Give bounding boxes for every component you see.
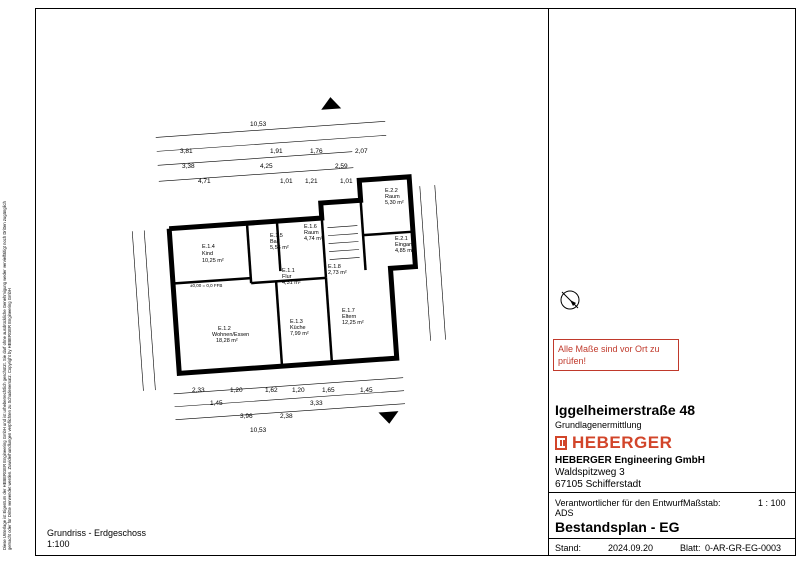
svg-text:7,99 m²: 7,99 m² <box>290 331 309 337</box>
svg-text:E.2.1: E.2.1 <box>395 236 408 242</box>
company-logo: HEBERGER <box>555 433 672 453</box>
responsible-label: Verantwortlicher für den Entwurf: <box>555 498 686 508</box>
svg-text:2,59: 2,59 <box>335 163 348 170</box>
svg-text:2,38: 2,38 <box>280 413 293 420</box>
svg-text:E.2.2: E.2.2 <box>385 188 398 194</box>
svg-text:3,38: 3,38 <box>182 163 195 170</box>
svg-text:1,76: 1,76 <box>310 148 323 155</box>
svg-text:10,53: 10,53 <box>250 121 267 128</box>
svg-text:4,74 m²: 4,74 m² <box>304 236 323 242</box>
svg-text:2,33: 2,33 <box>192 387 205 394</box>
svg-text:2,07: 2,07 <box>355 148 368 155</box>
svg-text:Raum: Raum <box>385 194 400 200</box>
project-address: Iggelheimerstraße 48 <box>555 402 696 418</box>
svg-text:18,28 m²: 18,28 m² <box>216 338 238 344</box>
svg-text:E.1.5: E.1.5 <box>270 233 283 239</box>
svg-text:E.1.1: E.1.1 <box>282 268 295 274</box>
svg-text:E.1.7: E.1.7 <box>342 308 355 314</box>
svg-text:3,33: 3,33 <box>310 400 323 407</box>
scale-value: 1 : 100 <box>758 498 786 508</box>
svg-text:Wohnen/Essen: Wohnen/Essen <box>212 332 250 338</box>
svg-text:1,01: 1,01 <box>280 178 293 185</box>
note-text: Alle Maße sind vor Ort zu prüfen! <box>558 344 660 366</box>
drawing-name: Grundriss - Erdgeschoss <box>47 528 147 538</box>
svg-text:E.1.3: E.1.3 <box>290 319 303 325</box>
title-block-separator <box>548 492 796 493</box>
svg-text:1,20: 1,20 <box>230 387 243 394</box>
svg-text:Eingang: Eingang <box>395 242 416 248</box>
svg-text:E.1.8: E.1.8 <box>328 264 341 270</box>
svg-text:4,85 m²: 4,85 m² <box>395 248 414 254</box>
svg-text:1,45: 1,45 <box>360 387 373 394</box>
date-value: 2024.09.20 <box>608 543 654 553</box>
floor-plan <box>110 80 480 450</box>
svg-text:1,21: 1,21 <box>305 178 318 185</box>
svg-text:5,30 m²: 5,30 m² <box>385 200 404 206</box>
svg-text:Flur: Flur <box>282 274 292 280</box>
scale-label: Maßstab: <box>683 498 721 508</box>
svg-text:Bad: Bad <box>270 239 280 245</box>
svg-text:Eltern: Eltern <box>342 314 357 320</box>
svg-text:E.1.6: E.1.6 <box>304 224 317 230</box>
svg-text:1,62: 1,62 <box>265 387 278 394</box>
sheet-number: 0-AR-GR-EG-0003 <box>705 543 782 553</box>
svg-text:E.1.2: E.1.2 <box>218 326 231 332</box>
svg-text:1,20: 1,20 <box>292 387 305 394</box>
responsible-value: ADS <box>555 508 574 518</box>
svg-text:3,96: 3,96 <box>240 413 253 420</box>
svg-text:1,91: 1,91 <box>270 148 283 155</box>
svg-text:10,53: 10,53 <box>250 427 267 434</box>
sheet-label: Blatt: <box>680 543 701 553</box>
company-name: HEBERGER Engineering GmbH <box>555 455 706 466</box>
company-street: Waldspitzweg 3 <box>555 467 625 478</box>
svg-text:1,45: 1,45 <box>210 400 223 407</box>
plan-title: Bestandsplan - EG <box>555 519 680 535</box>
svg-text:Küche: Küche <box>290 325 306 331</box>
svg-text:12,25 m²: 12,25 m² <box>342 320 364 326</box>
drawing-scale: 1:100 <box>47 539 70 549</box>
title-block-divider <box>548 8 549 556</box>
project-phase: Grundlagenermittlung <box>555 420 642 430</box>
svg-text:Kind: Kind <box>202 251 214 257</box>
svg-text:4,31 m²: 4,31 m² <box>282 280 301 286</box>
date-label: Stand: <box>555 543 582 553</box>
svg-text:3,81: 3,81 <box>180 148 193 155</box>
room-label-kind: E.1.4 <box>202 244 215 250</box>
logo-mark-icon <box>555 436 567 450</box>
svg-text:1,01: 1,01 <box>340 178 353 185</box>
disclaimer-text: Diese Unterlage ist Eigentum der HEBERGER Engineering GmbH und ist urheberrechtlich geschützt. Sie darf ohne ausdrückliche Genehmigung weder vervielfältigt noch Dritten zugänglich gemacht oder für Dritte verwendet werden. Zuwiderhandlungen verpflichten zu Schadenersatz. Copyright by HEBERGER Engineering GmbH <box>2 201 12 550</box>
measurement-warning-note <box>553 339 679 371</box>
svg-text:Raum: Raum <box>304 230 319 236</box>
svg-text:1,65: 1,65 <box>322 387 335 394</box>
svg-text:4,71: 4,71 <box>198 178 211 185</box>
svg-text:5,56 m²: 5,56 m² <box>270 245 289 251</box>
copyright-disclaimer <box>2 200 32 550</box>
svg-text:±0,00 = 0,0 FFB: ±0,00 = 0,0 FFB <box>190 283 223 288</box>
north-arrow-icon <box>558 288 582 312</box>
svg-text:10,25 m²: 10,25 m² <box>202 258 224 264</box>
company-city: 67105 Schifferstadt <box>555 479 641 490</box>
svg-text:4,25: 4,25 <box>260 163 273 170</box>
svg-text:2,73 m²: 2,73 m² <box>328 270 347 276</box>
title-block-separator-2 <box>548 538 796 539</box>
